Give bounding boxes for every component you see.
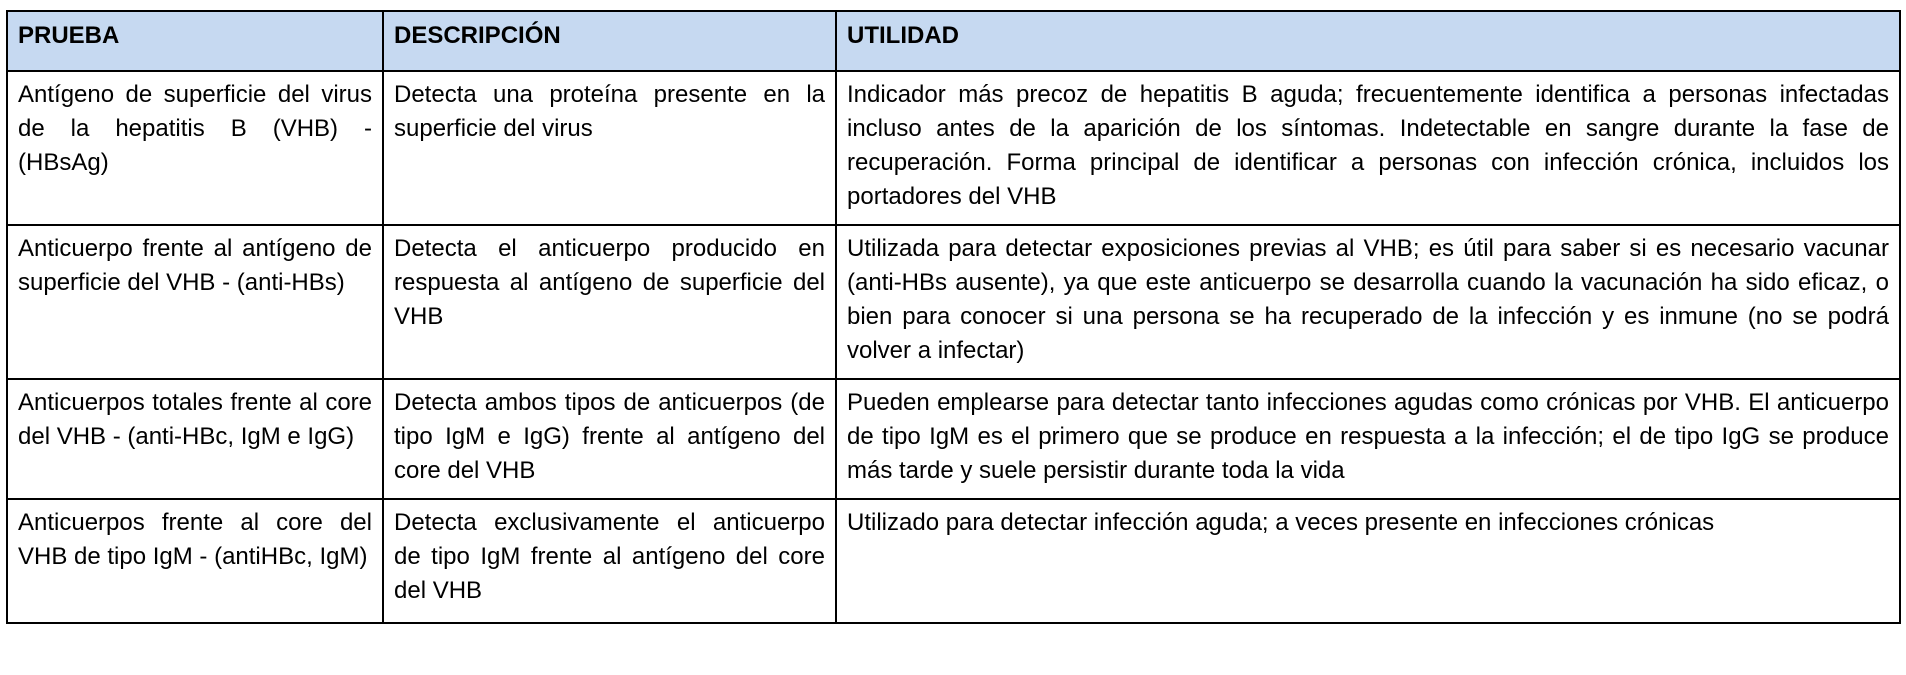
- header-descripcion: DESCRIPCIÓN: [383, 11, 836, 71]
- table-header-row: [7, 11, 1900, 71]
- cell-utilidad: Utilizada para detectar exposiciones previas al VHB; es útil para saber si es necesario vacunar (anti-HBs ausente), ya que este anticuerpo se desarrolla cuando la vacunación ha sido eficaz, o bien para conocer si una persona se ha recuperado de la infección y es inmune (no se podrá volver a infectar): [836, 225, 1900, 379]
- hepatitis-b-tests-table: [6, 10, 1901, 624]
- cell-descripcion: Detecta una proteína presente en la superficie del virus: [383, 71, 836, 225]
- cell-descripcion: Detecta ambos tipos de anticuerpos (de tipo IgM e IgG) frente al antígeno del core del VHB: [383, 379, 836, 499]
- header-utilidad: UTILIDAD: [836, 11, 1900, 71]
- cell-prueba: Anticuerpos frente al core del VHB de tipo IgM - (antiHBc, IgM): [7, 499, 383, 623]
- cell-prueba: Anticuerpo frente al antígeno de superficie del VHB - (anti-HBs): [7, 225, 383, 379]
- cell-utilidad: Utilizado para detectar infección aguda; a veces presente en infecciones crónicas: [836, 499, 1900, 623]
- cell-descripcion: Detecta el anticuerpo producido en respuesta al antígeno de superficie del VHB: [383, 225, 836, 379]
- header-prueba: PRUEBA: [7, 11, 383, 71]
- cell-utilidad: Indicador más precoz de hepatitis B aguda; frecuentemente identifica a personas infectadas incluso antes de la aparición de los síntomas. Indetectable en sangre durante la fase de recuperación. Forma principal de identificar a personas con infección crónica, incluidos los portadores del VHB: [836, 71, 1900, 225]
- table-row: [7, 71, 1900, 225]
- cell-prueba: Anticuerpos totales frente al core del VHB - (anti-HBc, IgM e IgG): [7, 379, 383, 499]
- cell-utilidad: Pueden emplearse para detectar tanto infecciones agudas como crónicas por VHB. El anticuerpo de tipo IgM es el primero que se produce en respuesta a la infección; el de tipo IgG se produce más tarde y suele persistir durante toda la vida: [836, 379, 1900, 499]
- table-row: [7, 225, 1900, 379]
- table-row: [7, 499, 1900, 623]
- table-row: [7, 379, 1900, 499]
- hepatitis-b-tests-table-container: [6, 10, 1899, 624]
- cell-descripcion: Detecta exclusivamente el anticuerpo de tipo IgM frente al antígeno del core del VHB: [383, 499, 836, 623]
- cell-prueba: Antígeno de superficie del virus de la hepatitis B (VHB) - (HBsAg): [7, 71, 383, 225]
